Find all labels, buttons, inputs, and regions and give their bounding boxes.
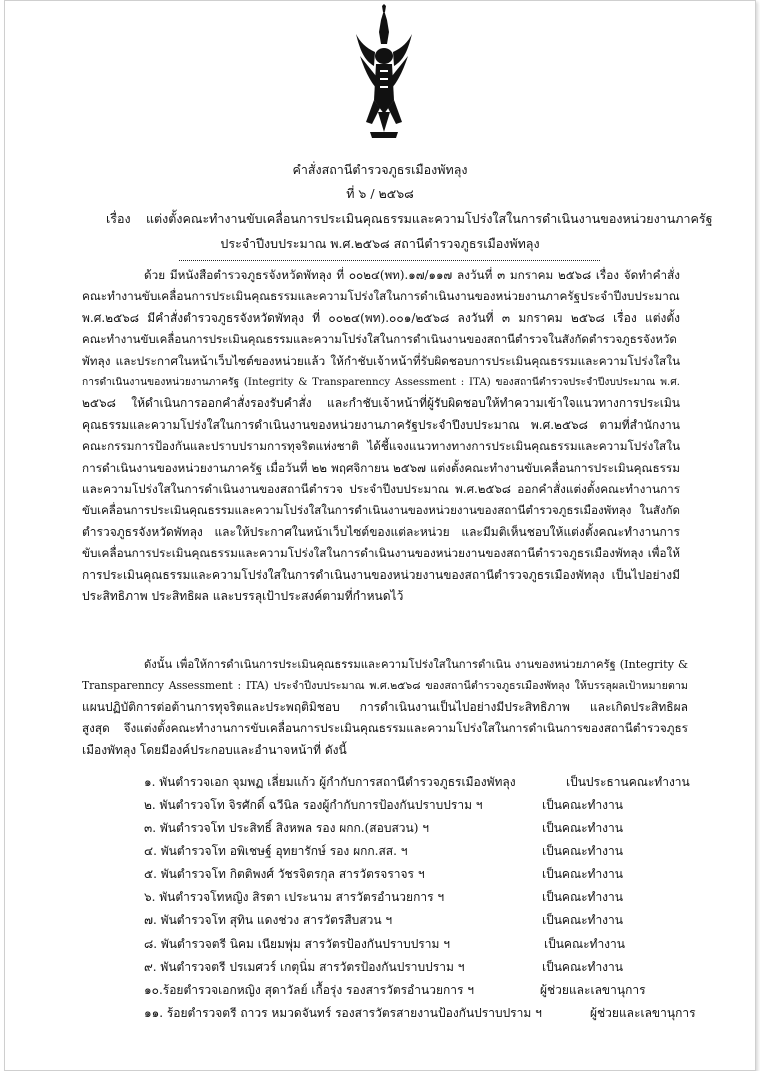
text-line: คณะทำงานขับเคลื่อนการประเมินคุณธรรมและความโปร่งใสในการดำเนินงานของสถานีตำรวจในสังกัดตำรวจภูธรจังหวัด [82, 332, 677, 347]
text-line: ตำรวจภูธรจังหวัดพัทลุง และให้ประกาศในหน้าเว็บไซต์ของแต่ละหน่วย และมีมติเห็นชอบให้แต่งตั้งคณะทำงานการ [82, 524, 680, 539]
member-item [144, 819, 704, 839]
member-role: ผู้ช่วยและเลขานุการ [590, 1006, 696, 1020]
member-name: ๖. พันตำรวจโทหญิง สิรตา เประนาม สารวัตรอำนวยการ ฯ [144, 890, 445, 904]
member-name: ๑๑. ร้อยตำรวจตรี ถาวร หมวดจันทร์ รองสารวัตรสายงานป้องกันปราบปราม ฯ [144, 1006, 542, 1020]
member-name: ๑๐.ร้อยตำรวจเอกหญิง สุดาวัลย์ เกื้อรุ่ง รองสารวัตรอำนวยการ ฯ [144, 983, 474, 997]
text-line: เมืองพัทลุง โดยมีองค์ประกอบและอำนาจหน้าที่ ดังนี้ [82, 742, 347, 757]
member-name: ๔. พันตำรวจโท อพิเชษฐ์ อุทยารักษ์ รอง ผกก.สส. ฯ [144, 844, 408, 858]
subject-label: เรื่อง [106, 211, 131, 226]
text-line: Transparenncy Assessment : ITA) ประจำปีงบประมาณ พ.ศ.๒๕๖๘ ของสถานีตำรวจภูธรเมืองพัทลุง ให้บรรลุผลเป้าหมายตาม [82, 679, 688, 693]
member-item [144, 796, 704, 816]
text-line: ด้วย มีหนังสือตำรวจภูธรจังหวัดพัทลุง ที่ ๐๐๒๔(พท).๑๗/๑๑๗ ลงวันที่ ๓ มกราคม ๒๕๖๘ เรื่อง จัดทำคำสั่ง [144, 268, 680, 282]
member-role: เป็นคณะทำงาน [542, 867, 623, 881]
member-name: ๒. พันตำรวจโท จิรศักดิ์ ฉวีนิล รองผู้กำกับการป้องกันปราบปราม ฯ [144, 798, 483, 812]
subject-line-2: ประจำปีงบประมาณ พ.ศ.๒๕๖๘ สถานีตำรวจภูธรเมืองพัทลุง [220, 236, 540, 251]
member-role: เป็นคณะทำงาน [544, 937, 625, 951]
text-line: สูงสุด จึงแต่งตั้งคณะทำงานการขับเคลื่อนการประเมินคุณธรรมและความโปร่งใสในการดำเนินการของสถานีตำรวจภูธร [82, 721, 688, 736]
member-role: เป็นคณะทำงาน [542, 844, 623, 858]
member-name: ๘. พันตำรวจตรี นิคม เนียมพุ่ม สารวัตรป้องกันปราบปราม ฯ [144, 937, 450, 951]
member-role: เป็นคณะทำงาน [542, 913, 623, 927]
member-item [144, 935, 704, 955]
text-line: ดังนั้น เพื่อให้การดำเนินการประเมินคุณธรรมและความโปร่งใสในการดำเนิน งานของหน่วยภาครัฐ (Integrity & [144, 658, 688, 671]
issuer-title: คำสั่งสถานีตำรวจภูธรเมืองพัทลุง [292, 162, 468, 177]
member-role: ผู้ช่วยและเลขานุการ [540, 983, 646, 997]
order-number: ที่ ๖ / ๒๕๖๘ [346, 186, 414, 201]
member-name: ๑. พันตำรวจเอก จุมพฏ เลี่ยมแก้ว ผู้กำกับการสถานีตำรวจภูธรเมืองพัทลุง [144, 775, 516, 789]
member-role: เป็นคณะทำงาน [542, 798, 623, 812]
text-line: คณะทำงานขับเคลื่อนการประเมินคุณธรรมและความโปร่งใสในการดำเนินงานของหน่วยงานภาครัฐประจำปีงบประมาณ [82, 289, 680, 304]
member-name: ๗. พันตำรวจโท สุทิน แดงช่วง สารวัตรสืบสวน ฯ [144, 913, 393, 927]
member-name: ๕. พันตำรวจโท กิตติพงศ์ วัชรจิตรกุล สารวัตรจราจร ฯ [144, 867, 425, 881]
text-line: ประสิทธิภาพ ประสิทธิผล และบรรลุเป้าประสงค์ตามที่กำหนดไว้ [82, 589, 404, 604]
member-role: เป็นคณะทำงาน [542, 890, 623, 904]
member-item [144, 911, 704, 931]
text-line: คณะกรรมการป้องกันและปราบปรามการทุจริตแห่งชาติ ได้ชี้แจงแนวทางทางการประเมินคุณธรรมและความโปร่งใสใน [82, 439, 680, 454]
subject-line-1: แต่งตั้งคณะทำงานขับเคลื่อนการประเมินคุณธรรมและความโปร่งใสในการดำเนินงานของหน่วยงานภาครัฐ [146, 211, 713, 226]
text-line: การดำเนินงานของหน่วยงานภาครัฐ (Integrity & Transparenncy Assessment : ITA) ของสถานีตำรวจประจำปีงบประมาณ พ.ศ. [82, 376, 680, 389]
member-item [144, 865, 704, 885]
text-line: พ.ศ.๒๕๖๘ มีคำสั่งตำรวจภูธรจังหวัดพัทลุง ที่ ๐๐๒๔(พท).๐๐๑/๒๕๖๘ ลงวันที่ ๓ มกราคม ๒๕๖๘ เรื่อง แต่งตั้ง [82, 310, 680, 325]
text-line: การดำเนินงานของหน่วยงานภาครัฐ เมื่อวันที่ ๒๒ พฤศจิกายน ๒๕๖๗ แต่งตั้งคณะทำงานขับเคลื่อนการประเมินคุณธรรม [82, 460, 680, 475]
separator-dotted-line [179, 258, 600, 261]
text-line: พัทลุง และประกาศในหน้าเว็บไซต์ของหน่วยแล้ว ให้กำชับเจ้าหน้าที่รับผิดชอบการประเมินคุณธรรมและความโปร่งใสใน [82, 353, 680, 368]
member-item [144, 888, 704, 908]
garuda-emblem-icon [356, 4, 412, 146]
text-line: และความโปร่งใสในการดำเนินงานของสถานีตำรวจ ประจำปีงบประมาณ พ.ศ.๒๕๖๘ ออกคำสั่งแต่งตั้งคณะทำงานการ [82, 482, 680, 497]
text-line: ขับเคลื่อนการประเมินคุณธรรมและความโปร่งใสในการดำเนินงานของหน่วยงานของสถานีตำรวจภูธรเมืองพัทลุง ในสังกัด [82, 503, 680, 518]
text-line: การประเมินคุณธรรมและความโปร่งใสในการดำเนินงานของหน่วยงานของสถานีตำรวจภูธรเมืองพัทลุง เป็นไปอย่างมี [82, 567, 680, 582]
member-role: เป็นประธานคณะทำงาน [566, 775, 690, 789]
paragraph-background [82, 265, 680, 608]
member-item [144, 773, 704, 793]
text-line: แผนปฏิบัติการต่อต้านการทุจริตและประพฤติมิชอบ การดำเนินงานเป็นไปอย่างมีประสิทธิภาพ และเกิดประสิทธิผล [82, 699, 688, 714]
member-name: ๓. พันตำรวจโท ประสิทธิ์ สิงหพล รอง ผกก.(สอบสวน) ฯ [144, 821, 429, 835]
member-name: ๙. พันตำรวจตรี ปรเมศวร์ เกตุนิ่ม สารวัตรป้องกันปราบปราม ฯ [144, 960, 465, 974]
member-item [144, 958, 704, 978]
member-role: เป็นคณะทำงาน [542, 821, 623, 835]
text-line: ขับเคลื่อนการประเมินคุณธรรมและความโปร่งใสในการดำเนินงานของหน่วยงานของสถานีตำรวจภูธรเมืองพัทลุง เพื่อให้ [82, 546, 680, 561]
member-role: เป็นคณะทำงาน [542, 960, 623, 974]
text-line: คุณธรรมและความโปร่งใสในการดำเนินงานของหน่วยงานภาครัฐประจำปีงบประมาณ พ.ศ.๒๕๖๘ ตามที่สำนักงาน [82, 417, 680, 432]
paragraph-order [82, 654, 688, 761]
member-item [144, 981, 704, 1001]
text-line: ๒๕๖๘ ให้ดำเนินการออกคำสั่งรองรับคำสั่ง และกำชับเจ้าหน้าที่ผู้รับผิดชอบให้ทำความเข้าใจแนวทางการประเมิน [82, 396, 680, 411]
member-item [144, 1004, 704, 1024]
member-item [144, 842, 704, 862]
